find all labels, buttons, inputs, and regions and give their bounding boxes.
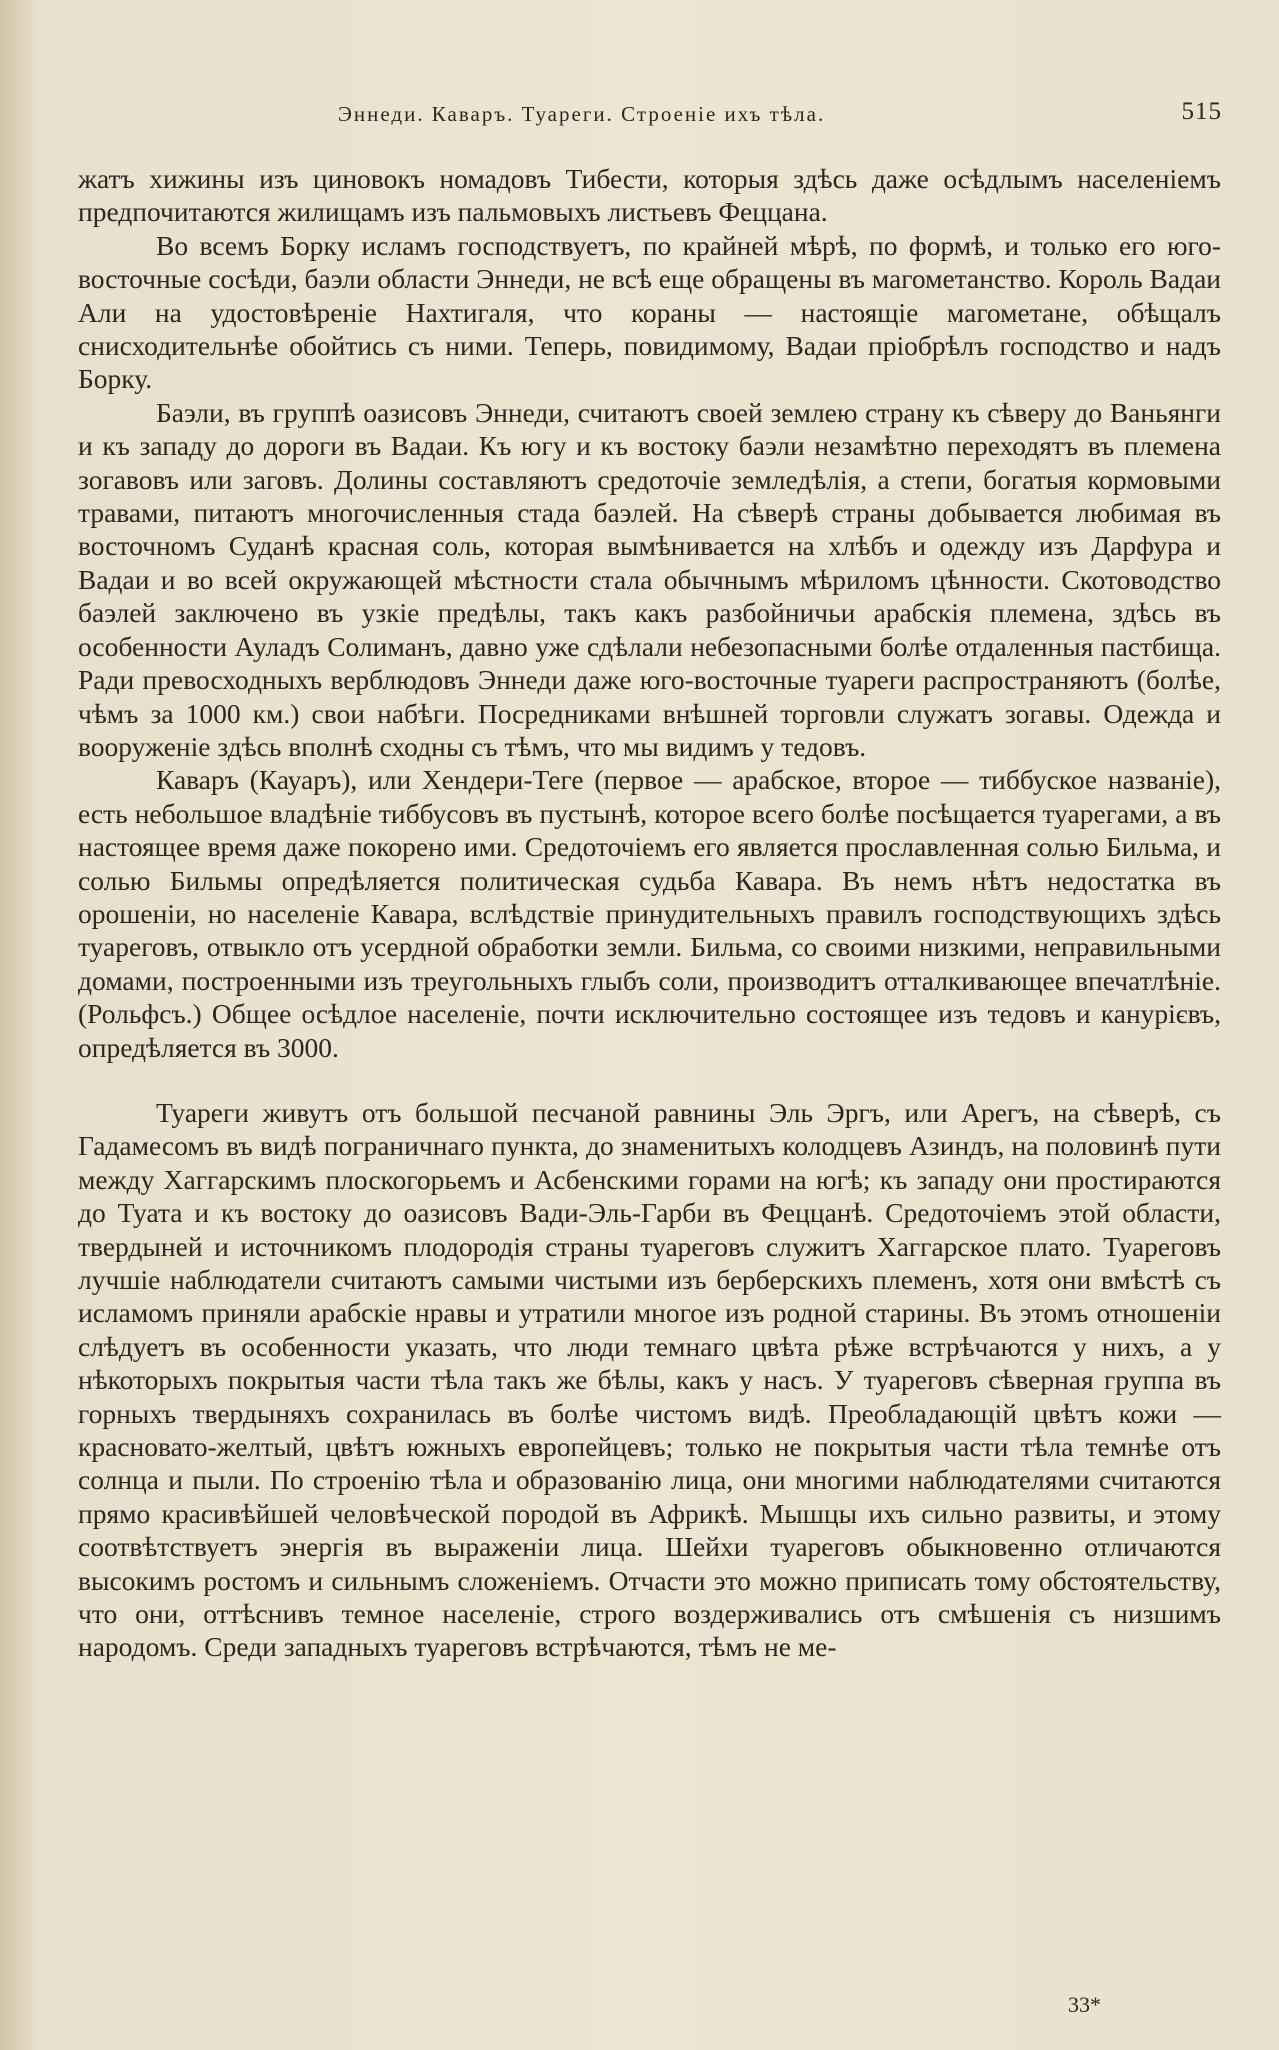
page-number: 515 (1181, 98, 1222, 125)
paragraph-2 (78, 229, 1221, 396)
paragraph-1: жатъ хижины изъ циновокъ номадовъ Тибести, которыя здѣсь даже осѣдлымъ населеніемъ предпочитаются жилищамъ изъ пальмовыхъ листьевъ Феццана. (78, 163, 1221, 228)
paragraph-5 (78, 1096, 1221, 1664)
paragraph-5-text: Туареги живутъ отъ большой песчаной равнины Эль Эргъ, или Арегъ, на сѣверѣ, съ Гадамесомъ въ видѣ пограничнаго пункта, до знаменитыхъ колодцевъ Азиндъ, на половинѣ пути между Хаггарскимъ плоскогорьемъ и Асбенскими горами на югѣ; къ западу они простираются до Туата и къ востоку до оазисовъ Вади-Эль-Гарби въ Феццанѣ. Средоточіемъ этой области, твердыней и источникомъ плодородія страны туареговъ служитъ Хаггарское плато. Туареговъ лучшіе наблюдатели считаютъ самыми чистыми изъ берберскихъ племенъ, хотя они вмѣстѣ съ исламомъ приняли арабскіе нравы и утратили многое изъ родной старины. Въ этомъ отношеніи слѣдуетъ въ особенности указать, что люди темнаго цвѣта рѣже встрѣчаются у нихъ, а у нѣкоторыхъ покрытыя части тѣла такъ же бѣлы, какъ у насъ. У туареговъ сѣверная группа въ горныхъ твердыняхъ сохранилась въ болѣе чистомъ видѣ. Преобладающій цвѣтъ кожи — красновато-желтый, цвѣтъ южныхъ европейцевъ; только не покрытыя части тѣла темнѣе отъ солнца и пыли. По строенію тѣла и образованію лица, они многими наблюдателями считаются прямо красивѣйшей человѣческой породой въ Африкѣ. Мышцы ихъ сильно развиты, и этому соотвѣтствуетъ энергія въ выраженіи лица. Шейхи туареговъ обыкновенно отличаются высокимъ ростомъ и сильнымъ сложеніемъ. Отчасти это можно приписать тому обстоятельству, что они, оттѣснивъ темное населеніе, строго воздерживались отъ смѣшенія съ низшимъ народомъ. Среди западныхъ туареговъ встрѣчаются, тѣмъ не ме- (78, 1096, 1221, 1663)
signature-mark: 33* (1068, 1992, 1101, 2017)
paragraph-4 (78, 763, 1221, 1064)
body-text (78, 162, 1221, 1664)
running-header (338, 98, 1228, 134)
paragraph-3 (78, 396, 1221, 763)
paragraph-3-text: Баэли, въ группѣ оазисовъ Эннеди, считаютъ своей землею страну къ сѣверу до Ваньянги и къ западу до дороги въ Вадаи. Къ югу и къ востоку баэли незамѣтно переходятъ въ племена зогавовъ или заговъ. Долины составляютъ средоточіе земледѣлія, а степи, богатыя кормовыми травами, питаютъ многочисленныя стада баэлей. На сѣверѣ страны добывается любимая въ восточномъ Суданѣ красная соль, которая вымѣнивается на хлѣбъ и одежду изъ Дарфура и Вадаи и во всей окружающей мѣстности стала обычнымъ мѣриломъ цѣнности. Скотоводство баэлей заключено въ узкіе предѣлы, такъ какъ разбойничьи арабскія племена, здѣсь въ особенности Ауладъ Солиманъ, давно уже сдѣлали небезопасными болѣе отдаленныя пастбища. Ради превосходныхъ верблюдовъ Эннеди даже юго-восточные туареги распространяютъ (болѣе, чѣмъ за 1000 км.) свои набѣги. Посредниками внѣшней торговли служатъ зогавы. Одежда и вооруженіе здѣсь вполнѣ сходны съ тѣмъ, что мы видимъ у тедовъ. (78, 396, 1221, 762)
paragraph-2-text: Во всемъ Борку исламъ господствуетъ, по крайней мѣрѣ, по формѣ, и только его юго-восточные сосѣди, баэли области Эннеди, не всѣ еще обращены въ магометанство. Король Вадаи Али на удостовѣреніе Нахтигаля, что кораны — настоящіе магометане, обѣщалъ снисходительнѣе обойтись съ ними. Теперь, повидимому, Вадаи пріобрѣлъ господство и надъ Борку. (78, 229, 1221, 395)
paragraph-4-text: Каваръ (Кауаръ), или Хендери-Теге (первое — арабское, второе — тиббуское названіе), есть небольшое владѣніе тиббусовъ въ пустынѣ, которое всего болѣе посѣщается туарегами, а въ настоящее время даже покорено ими. Средоточіемъ его является прославленная солью Бильма, и солью Бильмы опредѣляется политическая судьба Кавара. Въ немъ нѣтъ недостатка въ орошеніи, но населеніе Кавара, вслѣдствіе принудительныхъ правилъ господствующихъ здѣсь туареговъ, отвыкло отъ усердной обработки земли. Бильма, со своими низкими, неправильными домами, построенными изъ треугольныхъ глыбъ соли, производитъ отталкивающее впечатлѣніе. (Рольфсъ.) Общее осѣдлое населеніе, почти исключительно состоящее изъ тедовъ и канурієвъ, опредѣляется въ 3000. (78, 764, 1221, 1063)
header-title: Эннеди. Каваръ. Туареги. Строеніе ихъ тѣла. (338, 102, 826, 126)
